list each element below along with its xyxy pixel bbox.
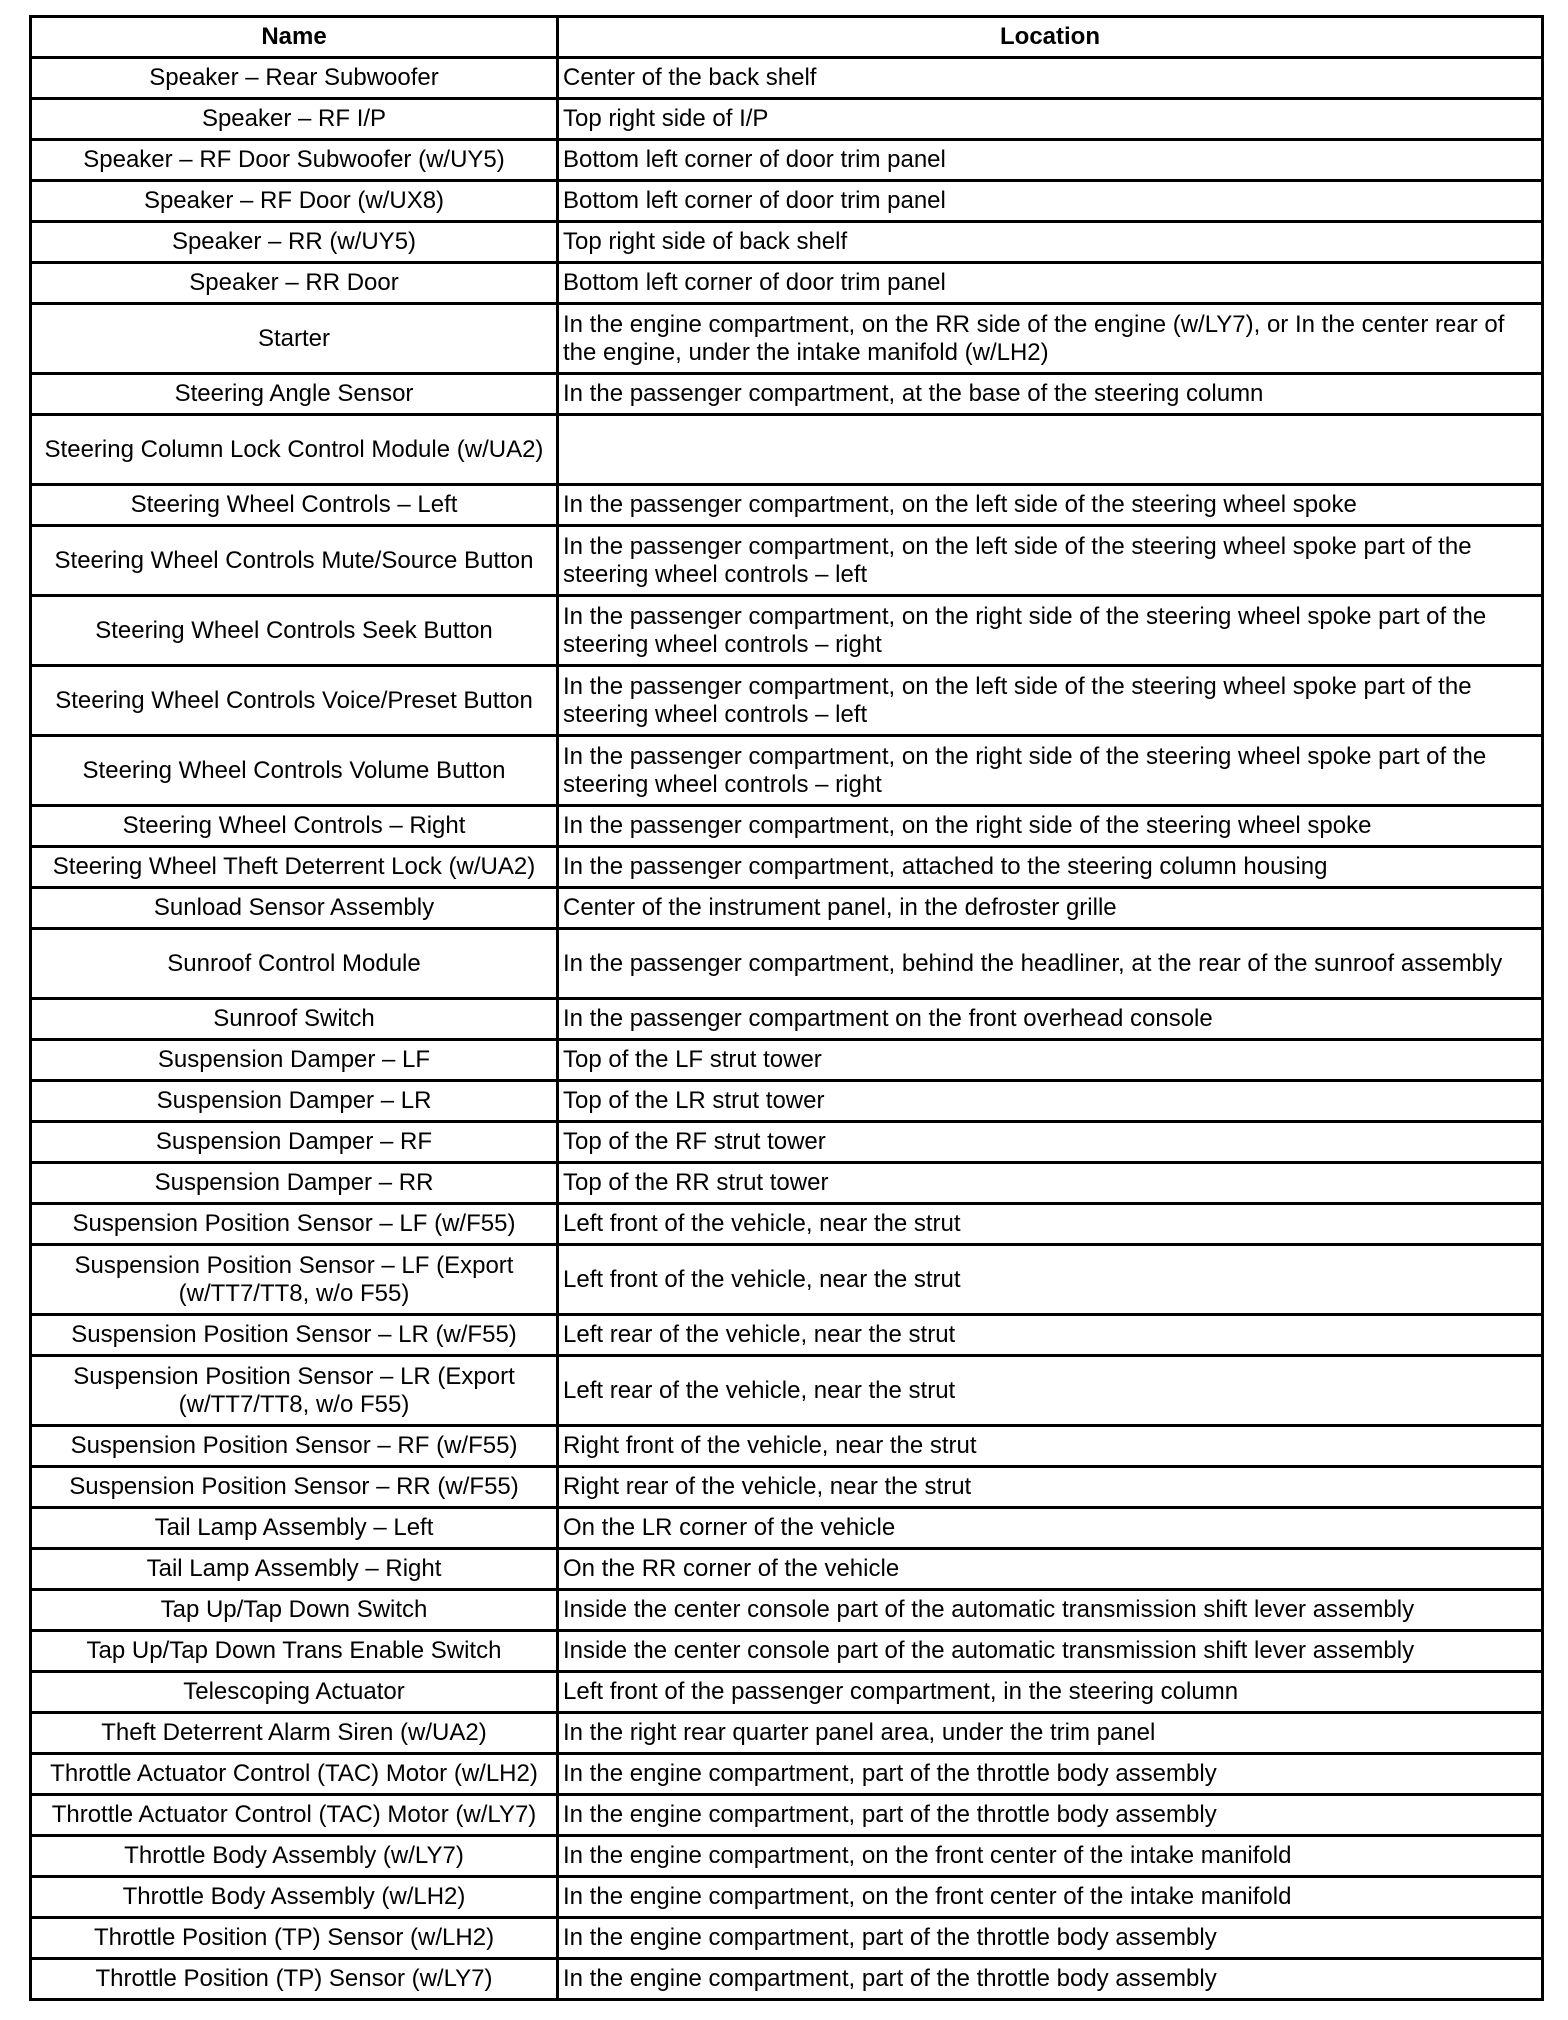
column-header-name: Name bbox=[31, 17, 558, 58]
table-row bbox=[31, 596, 1543, 666]
row-name: Speaker – Rear Subwoofer bbox=[31, 58, 558, 99]
table-row bbox=[31, 806, 1543, 847]
table-row bbox=[31, 485, 1543, 526]
row-name: Starter bbox=[31, 304, 558, 374]
row-location: Left front of the vehicle, near the strut bbox=[558, 1245, 1543, 1315]
row-name: Throttle Body Assembly (w/LH2) bbox=[31, 1877, 558, 1918]
row-name: Speaker – RR (w/UY5) bbox=[31, 222, 558, 263]
row-location: On the LR corner of the vehicle bbox=[558, 1508, 1543, 1549]
table-row bbox=[31, 1713, 1543, 1754]
column-header-location: Location bbox=[558, 17, 1543, 58]
row-location: Left rear of the vehicle, near the strut bbox=[558, 1356, 1543, 1426]
row-name: Steering Wheel Controls – Left bbox=[31, 485, 558, 526]
table-row bbox=[31, 929, 1543, 999]
table-row bbox=[31, 1245, 1543, 1315]
table-row bbox=[31, 847, 1543, 888]
row-location: In the passenger compartment, on the left side of the steering wheel spoke part of the steering wheel controls – left bbox=[558, 526, 1543, 596]
row-location: Top of the RF strut tower bbox=[558, 1122, 1543, 1163]
row-name: Speaker – RR Door bbox=[31, 263, 558, 304]
row-name: Speaker – RF I/P bbox=[31, 99, 558, 140]
row-location: Center of the back shelf bbox=[558, 58, 1543, 99]
row-name: Suspension Damper – LR bbox=[31, 1081, 558, 1122]
row-location: On the RR corner of the vehicle bbox=[558, 1549, 1543, 1590]
table-row bbox=[31, 304, 1543, 374]
row-location: In the engine compartment, part of the throttle body assembly bbox=[558, 1959, 1543, 2000]
row-name: Speaker – RF Door (w/UX8) bbox=[31, 181, 558, 222]
table-row bbox=[31, 1163, 1543, 1204]
row-name: Throttle Position (TP) Sensor (w/LH2) bbox=[31, 1918, 558, 1959]
row-location: Bottom left corner of door trim panel bbox=[558, 140, 1543, 181]
table-row bbox=[31, 415, 1543, 485]
table-row bbox=[31, 58, 1543, 99]
row-location: In the passenger compartment, attached to the steering column housing bbox=[558, 847, 1543, 888]
table-row bbox=[31, 222, 1543, 263]
row-location: In the engine compartment, part of the throttle body assembly bbox=[558, 1754, 1543, 1795]
row-name: Steering Wheel Controls Mute/Source Button bbox=[31, 526, 558, 596]
table-row bbox=[31, 263, 1543, 304]
row-location: In the passenger compartment, on the left side of the steering wheel spoke bbox=[558, 485, 1543, 526]
table-row bbox=[31, 1040, 1543, 1081]
row-location: Top right side of I/P bbox=[558, 99, 1543, 140]
table-row bbox=[31, 526, 1543, 596]
row-location: In the passenger compartment, behind the headliner, at the rear of the sunroof assembly bbox=[558, 929, 1543, 999]
row-name: Steering Wheel Theft Deterrent Lock (w/UA2) bbox=[31, 847, 558, 888]
row-name: Suspension Position Sensor – RF (w/F55) bbox=[31, 1426, 558, 1467]
row-location: Inside the center console part of the automatic transmission shift lever assembly bbox=[558, 1631, 1543, 1672]
row-name: Suspension Damper – LF bbox=[31, 1040, 558, 1081]
row-location: Left front of the passenger compartment, in the steering column bbox=[558, 1672, 1543, 1713]
row-location: In the engine compartment, on the RR side of the engine (w/LY7), or In the center rear of the engine, under the intake manifold (w/LH2) bbox=[558, 304, 1543, 374]
row-location: In the passenger compartment, on the left side of the steering wheel spoke part of the steering wheel controls – left bbox=[558, 666, 1543, 736]
row-name: Suspension Position Sensor – LR (Export (w/TT7/TT8, w/o F55) bbox=[31, 1356, 558, 1426]
table-row bbox=[31, 736, 1543, 806]
row-name: Steering Wheel Controls Volume Button bbox=[31, 736, 558, 806]
row-location: In the passenger compartment, on the right side of the steering wheel spoke bbox=[558, 806, 1543, 847]
component-location-table bbox=[29, 15, 1544, 2001]
table-row bbox=[31, 1204, 1543, 1245]
table-row bbox=[31, 1959, 1543, 2000]
row-name: Tail Lamp Assembly – Left bbox=[31, 1508, 558, 1549]
row-location: In the right rear quarter panel area, under the trim panel bbox=[558, 1713, 1543, 1754]
table-row bbox=[31, 140, 1543, 181]
row-name: Suspension Position Sensor – RR (w/F55) bbox=[31, 1467, 558, 1508]
table-row bbox=[31, 181, 1543, 222]
row-name: Suspension Position Sensor – LR (w/F55) bbox=[31, 1315, 558, 1356]
row-name: Suspension Damper – RR bbox=[31, 1163, 558, 1204]
row-name: Tap Up/Tap Down Trans Enable Switch bbox=[31, 1631, 558, 1672]
table-row bbox=[31, 1315, 1543, 1356]
row-name: Suspension Position Sensor – LF (Export (w/TT7/TT8, w/o F55) bbox=[31, 1245, 558, 1315]
row-location: Left rear of the vehicle, near the strut bbox=[558, 1315, 1543, 1356]
table-row bbox=[31, 374, 1543, 415]
table-row bbox=[31, 1918, 1543, 1959]
table-row bbox=[31, 1795, 1543, 1836]
row-name: Sunroof Control Module bbox=[31, 929, 558, 999]
row-location: Top of the LF strut tower bbox=[558, 1040, 1543, 1081]
row-location: Top of the LR strut tower bbox=[558, 1081, 1543, 1122]
row-name: Steering Column Lock Control Module (w/UA2) bbox=[31, 415, 558, 485]
row-name: Throttle Actuator Control (TAC) Motor (w/LY7) bbox=[31, 1795, 558, 1836]
table-row bbox=[31, 1122, 1543, 1163]
row-location: In the engine compartment, on the front center of the intake manifold bbox=[558, 1836, 1543, 1877]
table-row bbox=[31, 1467, 1543, 1508]
row-location: Top right side of back shelf bbox=[558, 222, 1543, 263]
row-name: Theft Deterrent Alarm Siren (w/UA2) bbox=[31, 1713, 558, 1754]
row-name: Tap Up/Tap Down Switch bbox=[31, 1590, 558, 1631]
row-name: Throttle Body Assembly (w/LY7) bbox=[31, 1836, 558, 1877]
row-name: Steering Wheel Controls Voice/Preset Button bbox=[31, 666, 558, 736]
table-row bbox=[31, 1877, 1543, 1918]
table-row bbox=[31, 1508, 1543, 1549]
table-row bbox=[31, 1426, 1543, 1467]
table-row bbox=[31, 1081, 1543, 1122]
table-row bbox=[31, 99, 1543, 140]
row-location: In the engine compartment, part of the throttle body assembly bbox=[558, 1918, 1543, 1959]
row-name: Sunload Sensor Assembly bbox=[31, 888, 558, 929]
table-row bbox=[31, 1631, 1543, 1672]
table-row bbox=[31, 666, 1543, 736]
row-location: Bottom left corner of door trim panel bbox=[558, 263, 1543, 304]
table-row bbox=[31, 1549, 1543, 1590]
row-name: Tail Lamp Assembly – Right bbox=[31, 1549, 558, 1590]
row-location: Right rear of the vehicle, near the strut bbox=[558, 1467, 1543, 1508]
table-row bbox=[31, 1356, 1543, 1426]
row-name: Suspension Position Sensor – LF (w/F55) bbox=[31, 1204, 558, 1245]
row-location: Bottom left corner of door trim panel bbox=[558, 181, 1543, 222]
row-location bbox=[558, 415, 1543, 485]
table-row bbox=[31, 1672, 1543, 1713]
row-name: Suspension Damper – RF bbox=[31, 1122, 558, 1163]
row-location: In the passenger compartment, on the right side of the steering wheel spoke part of the steering wheel controls – right bbox=[558, 736, 1543, 806]
row-location: Left front of the vehicle, near the strut bbox=[558, 1204, 1543, 1245]
row-name: Sunroof Switch bbox=[31, 999, 558, 1040]
table-row bbox=[31, 1754, 1543, 1795]
row-location: Center of the instrument panel, in the defroster grille bbox=[558, 888, 1543, 929]
row-name: Speaker – RF Door Subwoofer (w/UY5) bbox=[31, 140, 558, 181]
row-name: Telescoping Actuator bbox=[31, 1672, 558, 1713]
table-row bbox=[31, 1836, 1543, 1877]
row-name: Steering Wheel Controls – Right bbox=[31, 806, 558, 847]
row-location: Top of the RR strut tower bbox=[558, 1163, 1543, 1204]
table-row bbox=[31, 999, 1543, 1040]
table-row bbox=[31, 888, 1543, 929]
row-name: Throttle Actuator Control (TAC) Motor (w/LH2) bbox=[31, 1754, 558, 1795]
row-location: In the passenger compartment, at the base of the steering column bbox=[558, 374, 1543, 415]
row-name: Steering Angle Sensor bbox=[31, 374, 558, 415]
row-location: In the engine compartment, part of the throttle body assembly bbox=[558, 1795, 1543, 1836]
row-name: Throttle Position (TP) Sensor (w/LY7) bbox=[31, 1959, 558, 2000]
table-header-row bbox=[31, 17, 1543, 58]
row-location: In the passenger compartment, on the right side of the steering wheel spoke part of the steering wheel controls – right bbox=[558, 596, 1543, 666]
row-location: In the passenger compartment on the front overhead console bbox=[558, 999, 1543, 1040]
row-location: In the engine compartment, on the front center of the intake manifold bbox=[558, 1877, 1543, 1918]
table-row bbox=[31, 1590, 1543, 1631]
row-name: Steering Wheel Controls Seek Button bbox=[31, 596, 558, 666]
row-location: Right front of the vehicle, near the strut bbox=[558, 1426, 1543, 1467]
row-location: Inside the center console part of the automatic transmission shift lever assembly bbox=[558, 1590, 1543, 1631]
